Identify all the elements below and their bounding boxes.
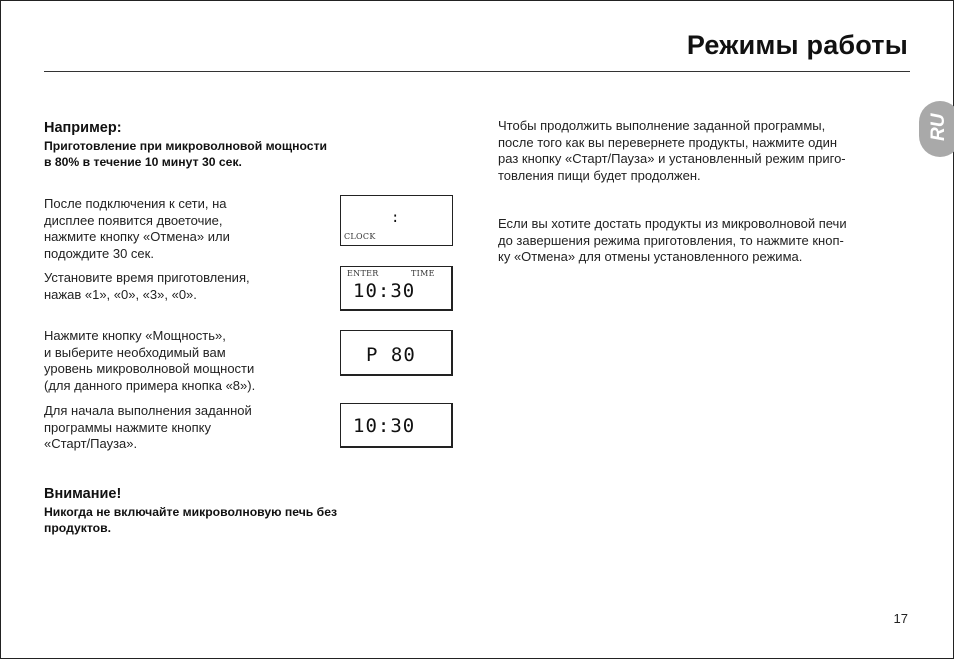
example-subtitle-line: в 80% в течение 10 минут 30 сек. <box>44 155 242 169</box>
paragraph-line: раз кнопку «Старт/Пауза» и установленный режим приго- <box>498 151 846 166</box>
paragraph-line: Чтобы продолжить выполнение заданной программы, <box>498 118 826 133</box>
step-line: нажмите кнопку «Отмена» или <box>44 229 230 244</box>
example-subtitle-line: Приготовление при микроволновой мощности <box>44 139 328 153</box>
step-line: подождите 30 сек. <box>44 245 154 261</box>
step-line: программы нажмите кнопку <box>44 419 211 435</box>
display-time-label: TIME <box>411 269 435 278</box>
paragraph-line: до завершения режима приготовления, то нажмите кноп- <box>498 232 844 248</box>
step-line: и выберите необходимый вам <box>44 344 226 360</box>
language-tab <box>919 101 954 157</box>
step-line: Для начала выполнения заданной <box>44 403 252 418</box>
language-tab-label: RU <box>928 113 949 141</box>
step-line: дисплее появится двоеточие, <box>44 212 223 228</box>
paragraph-line: товления пищи будет продолжен. <box>498 167 701 183</box>
display-enter-label: ENTER <box>347 269 379 278</box>
display-enter-time <box>340 266 453 311</box>
page-title: Режимы работы <box>686 30 908 60</box>
display-start <box>340 403 453 448</box>
right-paragraph-cancel <box>498 216 908 266</box>
step-line: Установите время приготовления, <box>44 270 250 285</box>
example-heading: Например: <box>44 120 122 136</box>
step-3-text <box>44 328 314 394</box>
page-number: 17 <box>893 611 908 626</box>
display-power <box>340 330 453 376</box>
display-time-value: 10:30 <box>353 280 416 302</box>
display-power-value: P 80 <box>366 344 416 366</box>
step-line: «Старт/Пауза». <box>44 436 138 451</box>
example-subtitle <box>44 138 327 170</box>
display-clock <box>340 195 453 246</box>
warning-line: Никогда не включайте микроволновую печь без <box>44 505 338 519</box>
step-2-text <box>44 270 314 303</box>
step-line: Нажмите кнопку «Мощность», <box>44 328 226 343</box>
display-colon: : <box>391 210 400 226</box>
right-paragraph-continue <box>498 118 908 184</box>
step-4-text <box>44 403 314 453</box>
step-line: После подключения к сети, на <box>44 196 227 211</box>
step-line: (для данного примера кнопка «8»). <box>44 377 256 393</box>
paragraph-line: ку «Отмена» для отмены установленного режима. <box>498 249 803 264</box>
title-divider <box>44 71 910 72</box>
step-line: уровень микроволновой мощности <box>44 361 255 376</box>
display-clock-label: CLOCK <box>344 232 376 241</box>
warning-line: продуктов. <box>44 521 111 535</box>
step-line: нажав «1», «0», «3», «0». <box>44 286 197 302</box>
step-1-text <box>44 196 314 262</box>
paragraph-line: после того как вы перевернете продукты, нажмите один <box>498 134 838 150</box>
warning-text <box>44 504 337 536</box>
display-start-value: 10:30 <box>353 415 416 437</box>
warning-heading: Внимание! <box>44 486 122 502</box>
paragraph-line: Если вы хотите достать продукты из микроволновой печи <box>498 216 847 231</box>
